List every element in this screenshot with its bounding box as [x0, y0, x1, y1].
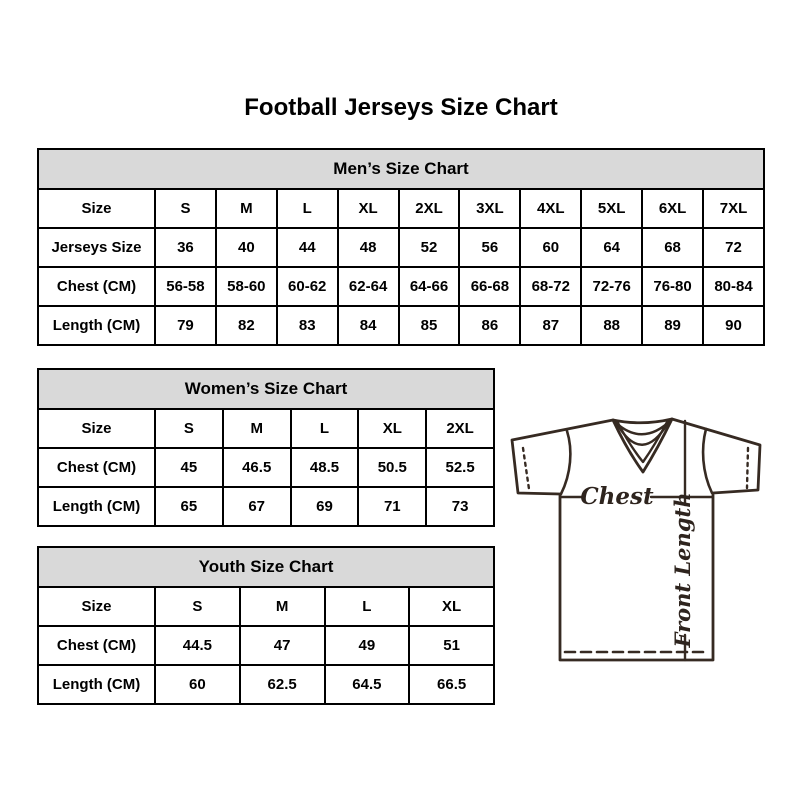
size-value-cell: L [277, 189, 338, 228]
size-value-cell: 2XL [399, 189, 460, 228]
size-value-cell: 47 [240, 626, 325, 665]
mens-size-table [37, 148, 765, 346]
table-row [38, 448, 494, 487]
size-value-cell: 4XL [520, 189, 581, 228]
size-value-cell: M [223, 409, 291, 448]
size-value-cell: XL [358, 409, 426, 448]
size-value-cell: 68 [642, 228, 703, 267]
size-value-cell: 45 [155, 448, 223, 487]
mens-table-grid [37, 188, 765, 346]
size-value-cell: 60-62 [277, 267, 338, 306]
table-row [38, 267, 764, 306]
size-value-cell: 50.5 [358, 448, 426, 487]
womens-size-table [37, 368, 495, 527]
size-value-cell: 68-72 [520, 267, 581, 306]
mens-table-header: Men’s Size Chart [37, 148, 765, 188]
row-label-cell: Size [38, 189, 155, 228]
size-value-cell: 64.5 [325, 665, 410, 704]
youth-size-table [37, 546, 495, 705]
size-value-cell: 76-80 [642, 267, 703, 306]
size-value-cell: M [216, 189, 277, 228]
size-value-cell: 60 [520, 228, 581, 267]
mens-table-body [38, 189, 764, 345]
size-value-cell: 66-68 [459, 267, 520, 306]
front-length-measure-label: Front Length [670, 492, 695, 648]
womens-table-header: Women’s Size Chart [37, 368, 495, 408]
youth-table-body [38, 587, 494, 704]
size-value-cell: 58-60 [216, 267, 277, 306]
size-value-cell: 7XL [703, 189, 764, 228]
size-value-cell: 64 [581, 228, 642, 267]
size-value-cell: 60 [155, 665, 240, 704]
size-value-cell: S [155, 189, 216, 228]
size-value-cell: 48.5 [291, 448, 359, 487]
table-row [38, 587, 494, 626]
table-row [38, 665, 494, 704]
table-row [38, 409, 494, 448]
size-value-cell: 56-58 [155, 267, 216, 306]
size-value-cell: 62-64 [338, 267, 399, 306]
size-value-cell: 48 [338, 228, 399, 267]
size-value-cell: 69 [291, 487, 359, 526]
size-value-cell: L [291, 409, 359, 448]
size-value-cell: 46.5 [223, 448, 291, 487]
row-label-cell: Chest (CM) [38, 448, 155, 487]
size-value-cell: 36 [155, 228, 216, 267]
size-value-cell: 85 [399, 306, 460, 345]
size-value-cell: 82 [216, 306, 277, 345]
size-value-cell: 3XL [459, 189, 520, 228]
size-value-cell: 51 [409, 626, 494, 665]
size-value-cell: M [240, 587, 325, 626]
table-row [38, 306, 764, 345]
size-value-cell: 67 [223, 487, 291, 526]
youth-table-grid [37, 586, 495, 705]
row-label-cell: Size [38, 587, 155, 626]
size-value-cell: 89 [642, 306, 703, 345]
size-value-cell: S [155, 409, 223, 448]
size-value-cell: XL [338, 189, 399, 228]
size-value-cell: 44 [277, 228, 338, 267]
row-label-cell: Length (CM) [38, 665, 155, 704]
size-value-cell: 2XL [426, 409, 494, 448]
table-row [38, 228, 764, 267]
womens-table-grid [37, 408, 495, 527]
jersey-measurement-diagram [505, 410, 767, 662]
size-value-cell: 90 [703, 306, 764, 345]
row-label-cell: Length (CM) [38, 487, 155, 526]
size-value-cell: 80-84 [703, 267, 764, 306]
size-value-cell: 72-76 [581, 267, 642, 306]
row-label-cell: Chest (CM) [38, 267, 155, 306]
size-value-cell: L [325, 587, 410, 626]
size-value-cell: 87 [520, 306, 581, 345]
row-label-cell: Jerseys Size [38, 228, 155, 267]
size-value-cell: S [155, 587, 240, 626]
size-value-cell: 79 [155, 306, 216, 345]
chest-measure-label: Chest [580, 483, 654, 510]
table-row [38, 487, 494, 526]
size-value-cell: 64-66 [399, 267, 460, 306]
size-value-cell: 62.5 [240, 665, 325, 704]
jersey-outline-path [512, 419, 760, 660]
page-title: Football Jerseys Size Chart [244, 94, 558, 121]
size-value-cell: 6XL [642, 189, 703, 228]
row-label-cell: Length (CM) [38, 306, 155, 345]
size-value-cell: 66.5 [409, 665, 494, 704]
row-label-cell: Size [38, 409, 155, 448]
row-label-cell: Chest (CM) [38, 626, 155, 665]
size-value-cell: 88 [581, 306, 642, 345]
womens-table-body [38, 409, 494, 526]
size-value-cell: 40 [216, 228, 277, 267]
size-value-cell: XL [409, 587, 494, 626]
size-value-cell: 56 [459, 228, 520, 267]
table-row [38, 189, 764, 228]
youth-table-header: Youth Size Chart [37, 546, 495, 586]
size-value-cell: 44.5 [155, 626, 240, 665]
size-value-cell: 72 [703, 228, 764, 267]
size-value-cell: 65 [155, 487, 223, 526]
size-value-cell: 86 [459, 306, 520, 345]
size-value-cell: 84 [338, 306, 399, 345]
size-value-cell: 52 [399, 228, 460, 267]
size-value-cell: 73 [426, 487, 494, 526]
size-value-cell: 49 [325, 626, 410, 665]
size-value-cell: 71 [358, 487, 426, 526]
size-value-cell: 5XL [581, 189, 642, 228]
size-value-cell: 83 [277, 306, 338, 345]
size-value-cell: 52.5 [426, 448, 494, 487]
table-row [38, 626, 494, 665]
